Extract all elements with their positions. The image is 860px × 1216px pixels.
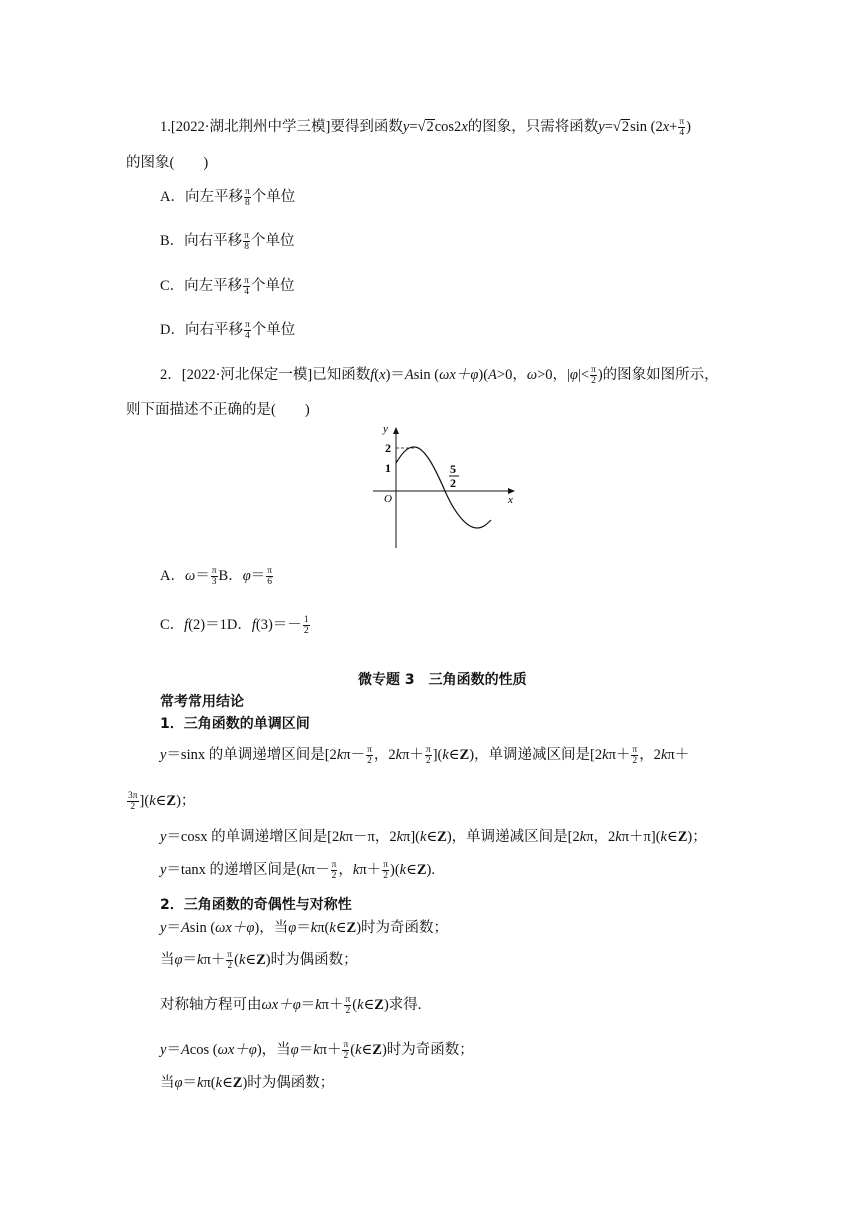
- var-k: k: [301, 862, 308, 878]
- text: ).: [426, 862, 435, 878]
- var-omega: ω: [439, 367, 450, 383]
- section-title: 微专题 3 三角函数的性质: [358, 672, 527, 688]
- var-k: k: [660, 829, 667, 845]
- text: ，2: [373, 747, 396, 763]
- text: x＋: [227, 1042, 249, 1058]
- option-arg: (2)＝1: [188, 617, 227, 633]
- parity-axis-line: [160, 995, 421, 1016]
- var-f: f: [370, 367, 375, 383]
- fraction-num: π: [343, 1040, 349, 1051]
- cond-gt: >0，: [496, 367, 527, 383]
- fraction-num: π: [591, 365, 596, 376]
- tan-mono-line: [160, 860, 435, 881]
- q2-tail: )的图象如图所示，: [597, 367, 719, 383]
- var-k: k: [420, 829, 427, 845]
- fraction-num: π: [425, 745, 431, 756]
- text: )，当: [254, 920, 289, 936]
- var-k: k: [399, 862, 407, 878]
- eq-sign: ＝: [195, 568, 210, 584]
- cond-open: )(: [478, 367, 489, 383]
- fraction-den: 2: [425, 756, 431, 767]
- text: ＝: [182, 952, 198, 968]
- heading-monotonic: 1．三角函数的单调区间: [160, 716, 310, 732]
- var-k: k: [396, 829, 404, 845]
- text: ∈: [335, 920, 347, 936]
- var-omega: ω: [217, 1042, 228, 1058]
- q1-line2: 的图象( ): [126, 155, 209, 171]
- text: (: [350, 1042, 356, 1058]
- var-k: k: [197, 952, 204, 968]
- q2-lead: 2．[2022·河北保定一模]已知函数: [160, 367, 371, 383]
- text: π－: [307, 862, 330, 878]
- var-A: A: [180, 1042, 190, 1058]
- var-phi: φ: [470, 367, 479, 383]
- set-Z: Z: [437, 829, 447, 845]
- fraction-den: 2: [331, 871, 337, 882]
- var-phi: φ: [246, 920, 255, 936]
- text: π，2: [586, 829, 616, 845]
- set-Z: Z: [256, 952, 266, 968]
- option-label: D．向右平移: [160, 322, 243, 338]
- q1-line1: [160, 117, 691, 138]
- text: 当: [160, 952, 175, 968]
- var-A: A: [488, 367, 497, 383]
- var-phi: φ: [174, 1075, 183, 1091]
- plus-sign: +: [669, 119, 678, 135]
- text: ∈: [361, 1042, 373, 1058]
- var-phi: φ: [242, 568, 251, 584]
- var-k: k: [336, 747, 344, 763]
- var-k: k: [355, 1042, 362, 1058]
- text: )时为奇函数；: [356, 920, 449, 936]
- var-phi: φ: [292, 997, 301, 1013]
- fraction-num: 3π: [128, 791, 138, 802]
- fraction: [342, 1040, 349, 1061]
- parity-sin-line: [160, 918, 448, 938]
- text: ，: [338, 862, 353, 878]
- q2-line2: 则下面描述不正确的是( ): [126, 402, 310, 418]
- var-k: k: [238, 952, 246, 968]
- fraction: [243, 276, 250, 297]
- fraction: [244, 187, 251, 208]
- fraction-den: 4: [244, 287, 249, 298]
- heading-parity: 2．三角函数的奇偶性与对称性: [160, 897, 352, 913]
- var-k: k: [602, 747, 609, 763]
- sine-curve: [396, 447, 491, 528]
- text: x＋: [271, 997, 293, 1013]
- var-y: y: [160, 920, 167, 936]
- set-Z: Z: [677, 829, 688, 845]
- fraction: [344, 995, 351, 1016]
- zero-label-num: 5: [450, 462, 456, 476]
- var-y: y: [598, 119, 605, 135]
- sin-text: sin (: [413, 367, 440, 383]
- text: )，单调递减区间是[2: [446, 829, 580, 845]
- text: ](: [432, 747, 443, 763]
- var-x: x: [662, 119, 670, 135]
- text: ∈: [155, 793, 167, 809]
- var-x: x: [461, 119, 468, 135]
- fraction-den: 2: [227, 961, 233, 972]
- var-k: k: [339, 829, 346, 845]
- text: π－π，2: [345, 829, 397, 845]
- q1-option-d[interactable]: [160, 320, 295, 341]
- q1-option-c[interactable]: [160, 276, 294, 297]
- option-label: A．向左平移: [160, 189, 243, 205]
- sin-text: sin (2: [630, 119, 663, 135]
- fraction-num: π: [244, 320, 250, 331]
- origin-label: O: [384, 493, 392, 505]
- section-subtitle: 常考常用结论: [160, 694, 244, 710]
- tick-label-1: 1: [385, 461, 391, 475]
- text: sin (: [189, 920, 216, 936]
- var-k: k: [149, 793, 156, 809]
- var-k: k: [315, 997, 322, 1013]
- y-axis-arrow-icon: [393, 427, 399, 434]
- sqrt-value: 2: [621, 119, 630, 135]
- text: x＋: [225, 920, 247, 936]
- var-k: k: [579, 829, 587, 845]
- x-plus: x＋: [449, 367, 471, 383]
- text: ，2: [639, 747, 661, 763]
- set-Z: Z: [416, 862, 427, 878]
- var-omega: ω: [184, 568, 196, 584]
- text: π＋: [321, 997, 344, 1013]
- text: (: [352, 997, 358, 1013]
- fraction-den: 2: [632, 756, 638, 767]
- text: ＝: [296, 920, 311, 936]
- var-y: y: [160, 1042, 167, 1058]
- eq-sign: =: [409, 119, 418, 135]
- q1-lead: 1.[2022·湖北荆州中学三模]要得到函数: [160, 119, 403, 135]
- text: )求得.: [383, 997, 422, 1013]
- fraction-num: π: [267, 566, 273, 577]
- fraction-num: π: [367, 745, 372, 756]
- fraction-den: 2: [130, 802, 136, 813]
- option-tail: 个单位: [251, 189, 296, 205]
- fraction: [243, 231, 250, 252]
- q2-option-cd[interactable]: [160, 615, 311, 636]
- var-k: k: [310, 920, 318, 936]
- text: π＋: [608, 747, 631, 763]
- fraction-num: π: [383, 860, 388, 871]
- option-label: D．: [226, 617, 252, 633]
- text: )时为奇函数；: [381, 1042, 474, 1058]
- fraction: [678, 117, 685, 138]
- q2-line1: 2．[2022·河北保定一模]已知函数f(x)＝Asin (ωx＋φ)(A>0，ω>0，|φ|< $\frac{\pi}{2}$ )的图象如图所示，: [160, 365, 719, 387]
- text: ∈: [426, 829, 438, 845]
- fraction-num: π: [331, 860, 337, 871]
- y-axis-label: y: [383, 423, 388, 435]
- text: π(: [317, 920, 330, 936]
- text: π＋π](: [621, 829, 661, 845]
- fraction-num: π: [244, 187, 250, 198]
- var-k: k: [395, 747, 403, 763]
- text: )，单调递减区间是[2: [469, 747, 603, 763]
- fraction: [226, 950, 233, 971]
- var-y: y: [160, 862, 167, 878]
- text: ＝: [166, 920, 181, 936]
- fraction: [631, 745, 638, 766]
- option-tail: 个单位: [251, 322, 296, 338]
- text: ∈: [406, 862, 417, 878]
- cond-gt: >0，|: [537, 367, 570, 383]
- var-k: k: [352, 862, 360, 878]
- text: (: [234, 952, 239, 968]
- text: π(: [203, 1075, 216, 1091]
- parity-cos-line: [160, 1040, 474, 1061]
- fraction-num: π: [227, 950, 233, 961]
- var-A: A: [404, 367, 414, 383]
- option-arg: (3)＝－: [255, 617, 302, 633]
- option-label: C．: [160, 617, 185, 633]
- fraction-den: 4: [245, 331, 250, 342]
- cos-mono-line: [160, 827, 707, 847]
- text: ∈: [245, 952, 257, 968]
- text: ＝: [300, 997, 316, 1013]
- var-k: k: [660, 747, 668, 763]
- text: cos (: [189, 1042, 218, 1058]
- option-label: B．向右平移: [160, 233, 243, 249]
- text: π](: [403, 829, 420, 845]
- var-phi: φ: [288, 920, 297, 936]
- var-f: f: [184, 617, 189, 633]
- text: π－: [343, 747, 366, 763]
- sin-mono-line: [160, 745, 689, 766]
- text: π＋: [359, 862, 382, 878]
- fraction-den: 8: [245, 198, 250, 209]
- set-Z: Z: [374, 997, 384, 1013]
- text: )(: [389, 862, 400, 878]
- option-label: C．向左平移: [160, 278, 243, 294]
- fraction-den: 3: [211, 577, 217, 588]
- option-label: A．: [160, 568, 185, 584]
- cos-text: cos2: [434, 119, 462, 135]
- var-y: y: [402, 119, 410, 135]
- fraction-num: π: [244, 276, 249, 287]
- text: ＝: [182, 1075, 198, 1091]
- x-axis-label: x: [508, 494, 513, 506]
- var-k: k: [615, 829, 622, 845]
- var-phi: φ: [569, 367, 578, 383]
- text: ＝: [298, 1042, 314, 1058]
- fraction-num: π: [345, 995, 351, 1006]
- var-phi: φ: [248, 1042, 257, 1058]
- fraction: [244, 320, 251, 341]
- text: )时为偶函数；: [242, 1075, 335, 1091]
- text: ∈: [666, 829, 678, 845]
- fraction-den: 2: [345, 1006, 351, 1017]
- fraction: [425, 745, 432, 766]
- set-Z: Z: [232, 1075, 243, 1091]
- fraction: [590, 365, 597, 386]
- text: )，当: [256, 1042, 291, 1058]
- fraction: [366, 745, 373, 766]
- cond-lt: |<: [577, 367, 590, 383]
- var-phi: φ: [290, 1042, 299, 1058]
- set-Z: Z: [166, 793, 177, 809]
- text: ＝sinx 的单调递增区间是[2: [166, 747, 337, 763]
- zero-label-den: 2: [450, 476, 456, 490]
- fraction-num: π: [211, 566, 217, 577]
- eq-sign: ＝: [250, 568, 266, 584]
- fraction: [266, 566, 273, 587]
- var-k: k: [357, 997, 364, 1013]
- var-y: y: [160, 747, 167, 763]
- fraction-den: 2: [303, 626, 309, 637]
- var-omega: ω: [261, 997, 272, 1013]
- text: ∈: [448, 747, 460, 763]
- eq-sign: )＝: [385, 367, 405, 383]
- q1-option-a[interactable]: [160, 187, 295, 208]
- fraction-num: π: [244, 231, 249, 242]
- text: π＋: [203, 952, 226, 968]
- text: π＋: [667, 747, 690, 763]
- q1-mid: 的图象，只需将函数: [467, 119, 599, 135]
- fraction-num: π: [679, 117, 685, 128]
- fraction: [331, 860, 338, 881]
- text: ＝tanx 的递增区间是(: [166, 862, 302, 878]
- fraction-den: 4: [679, 128, 685, 139]
- var-k: k: [442, 747, 449, 763]
- var-A: A: [180, 920, 190, 936]
- tick-label-2: 2: [385, 441, 391, 455]
- text: )；: [687, 829, 707, 845]
- fraction-den: 6: [267, 577, 272, 588]
- option-tail: 个单位: [250, 278, 295, 294]
- fraction-den: 2: [367, 756, 372, 767]
- fraction-den: 8: [244, 242, 249, 253]
- fraction-num: 1: [303, 615, 309, 626]
- text: π＋: [319, 1042, 342, 1058]
- fraction-den: 2: [383, 871, 388, 882]
- sine-graph: [365, 418, 525, 550]
- var-phi: φ: [174, 952, 183, 968]
- eq-sign: =: [604, 119, 613, 135]
- parity-cos-even: [160, 1073, 334, 1093]
- fraction: [127, 791, 139, 812]
- close-paren: ): [686, 119, 691, 135]
- fraction: [382, 860, 389, 881]
- text: ＝cosx 的单调递增区间是[2: [166, 829, 340, 845]
- var-k: k: [197, 1075, 204, 1091]
- fraction-den: 2: [591, 376, 596, 387]
- sqrt-icon: √: [417, 119, 426, 135]
- var-k: k: [329, 920, 336, 936]
- var-x: x: [379, 367, 386, 383]
- fraction: [211, 566, 218, 587]
- var-k: k: [215, 1075, 223, 1091]
- text: 当: [160, 1075, 175, 1091]
- text: ∈: [222, 1075, 233, 1091]
- fraction: [303, 615, 310, 636]
- set-Z: Z: [372, 1042, 382, 1058]
- var-omega: ω: [526, 367, 538, 383]
- sin-mono-line2: $\frac{3\pi}{2}$ ](k∈Z)；: [128, 791, 196, 813]
- set-Z: Z: [459, 747, 470, 763]
- var-omega: ω: [215, 920, 226, 936]
- option-tail: 个单位: [250, 233, 295, 249]
- text: ∈: [363, 997, 375, 1013]
- var-k: k: [313, 1042, 320, 1058]
- text: 对称轴方程可由: [160, 997, 262, 1013]
- text: ＝: [166, 1042, 181, 1058]
- q1-option-b[interactable]: [160, 231, 294, 252]
- parity-sin-even: [160, 950, 358, 971]
- option-label: B．: [218, 568, 243, 584]
- sqrt-icon: √: [612, 119, 621, 135]
- sqrt-value: 2: [426, 119, 434, 135]
- q2-option-ab[interactable]: [160, 566, 274, 587]
- text: π＋: [402, 747, 424, 763]
- var-f: f: [251, 617, 256, 633]
- text: )时为偶函数；: [265, 952, 358, 968]
- text: )；: [176, 793, 196, 809]
- fraction-den: 2: [343, 1051, 349, 1062]
- fraction-num: π: [632, 745, 638, 756]
- set-Z: Z: [346, 920, 357, 936]
- var-y: y: [160, 829, 167, 845]
